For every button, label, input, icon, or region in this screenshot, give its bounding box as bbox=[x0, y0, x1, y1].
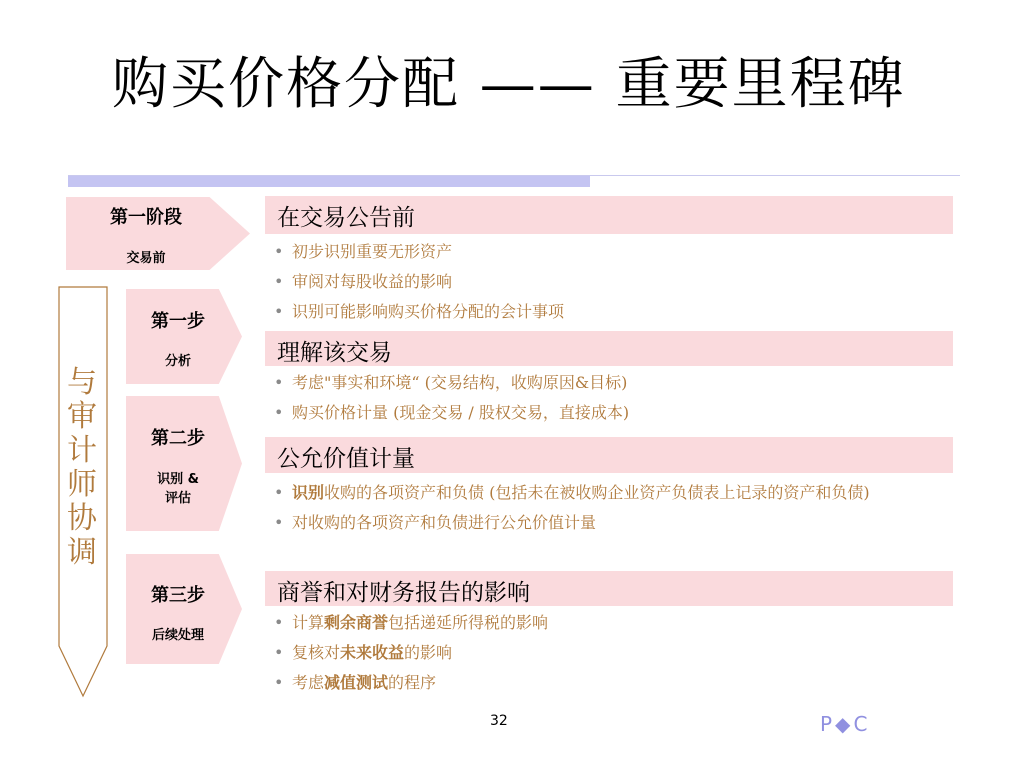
item-text: 收购的各项资产和负债 (包括未在被收购企业资产负债表上记录的资产和负债) bbox=[324, 483, 870, 502]
step2-sublabel-line2: 评估 bbox=[164, 491, 191, 506]
list-item: • 识别可能影响购买价格分配的会计事项 bbox=[272, 301, 962, 323]
bold-term: 未来收益 bbox=[340, 643, 405, 662]
step2-arrow bbox=[126, 396, 242, 531]
slide-title: 购买价格分配 —— 重要里程碑 bbox=[112, 52, 906, 117]
list-item bbox=[272, 482, 962, 504]
section3-heading: 公允价值计量 bbox=[277, 446, 415, 472]
bold-term: 剩余商誉 bbox=[324, 613, 389, 632]
stage-label: 第一阶段 bbox=[110, 207, 182, 228]
item-text: 计算 bbox=[292, 613, 325, 632]
list-item bbox=[272, 642, 962, 664]
item-text: 包括递延所得税的影响 bbox=[388, 613, 549, 632]
list-item: • 考虑"事实和环境“ (交易结构，收购原因&目标) bbox=[272, 372, 962, 394]
step3-sublabel: 后续处理 bbox=[151, 628, 204, 643]
section2-band bbox=[265, 331, 953, 366]
section1-list bbox=[272, 241, 962, 331]
section2-heading: 理解该交易 bbox=[277, 340, 392, 366]
section3-band bbox=[265, 437, 953, 473]
bold-term: 减值测试 bbox=[324, 673, 389, 692]
section3-list bbox=[272, 482, 962, 542]
bold-term: 识别 bbox=[292, 483, 325, 502]
list-item: • 对收购的各项资产和负债进行公允价值计量 bbox=[272, 512, 962, 534]
section4-band bbox=[265, 571, 953, 606]
stage-sublabel: 交易前 bbox=[126, 251, 166, 266]
section4-list bbox=[272, 612, 962, 702]
item-text: 的程序 bbox=[388, 673, 437, 692]
audit-label: 与审计师协调 bbox=[67, 365, 97, 570]
step3-label: 第三步 bbox=[151, 585, 205, 606]
step2-label: 第二步 bbox=[151, 428, 205, 449]
item-text: 的影响 bbox=[404, 643, 453, 662]
item-text: 考虑 bbox=[292, 673, 325, 692]
list-item: • 购买价格计量 (现金交易 / 股权交易，直接成本) bbox=[272, 402, 962, 424]
section1-band bbox=[265, 196, 953, 234]
list-item bbox=[272, 672, 962, 694]
page-number: 32 bbox=[490, 713, 508, 729]
list-item bbox=[272, 612, 962, 634]
step1-label: 第一步 bbox=[151, 311, 205, 332]
section2-list bbox=[272, 372, 962, 432]
company-logo-icon: P◆C bbox=[820, 712, 871, 736]
step1-sublabel: 分析 bbox=[164, 354, 191, 369]
title-rule-thick bbox=[68, 176, 590, 187]
step2-sublabel-line1: 识别 & bbox=[157, 472, 199, 487]
section4-heading: 商誉和对财务报告的影响 bbox=[277, 580, 530, 606]
step3-arrow bbox=[126, 554, 242, 664]
list-item: • 初步识别重要无形资产 bbox=[272, 241, 962, 263]
section1-heading: 在交易公告前 bbox=[277, 205, 415, 231]
list-item: • 审阅对每股收益的影响 bbox=[272, 271, 962, 293]
item-text: 复核对 bbox=[292, 643, 341, 662]
